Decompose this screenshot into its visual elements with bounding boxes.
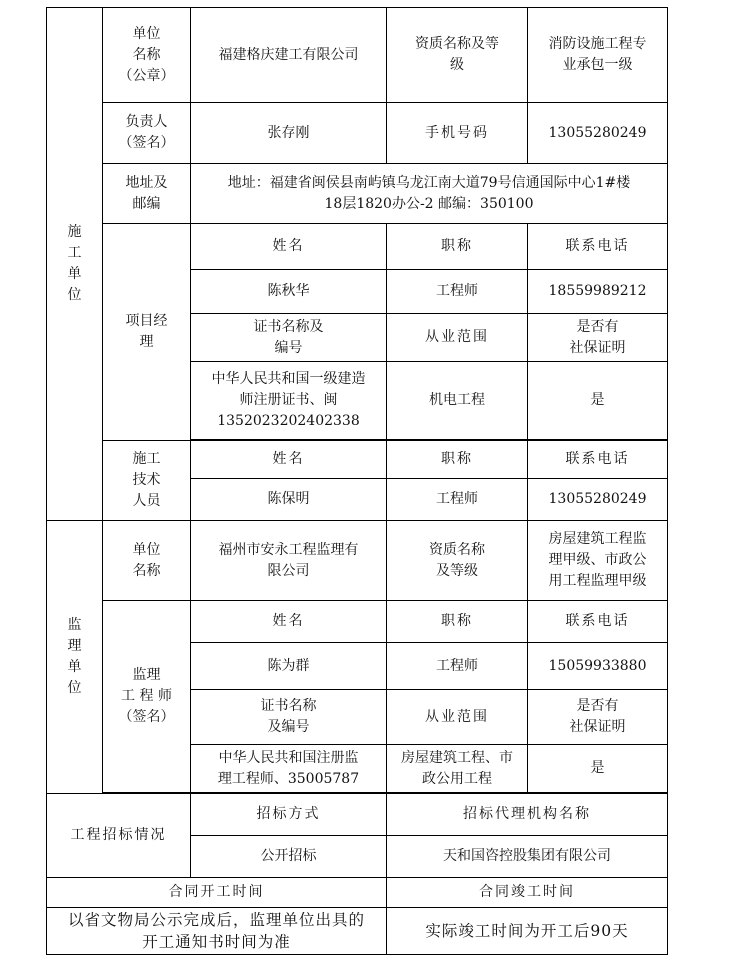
sup-name-header: 姓名 <box>191 601 387 643</box>
construction-address: 地址：福建省闽侯县南屿镇乌龙江南大道79号信通国际中心1#楼 18层1820办公-2 邮编：350100 <box>191 164 668 224</box>
contract-start: 以省文物局公示完成后，监理单位出具的 开工通知书时间为准 <box>47 908 387 955</box>
contract-end: 实际竣工时间为开工后90天 <box>387 908 668 955</box>
pm-contact-header: 联系电话 <box>528 224 668 270</box>
construction-person: 张存刚 <box>191 103 387 164</box>
construction-qualification-label: 资质名称及等 级 <box>387 8 528 103</box>
tech-title: 工程师 <box>387 479 528 521</box>
sup-scope: 房屋建筑工程、市 政公用工程 <box>387 745 528 793</box>
pm-social: 是 <box>528 362 668 440</box>
supervision-section-label: 监 理 单 位 <box>47 521 103 794</box>
contract-end-header: 合同竣工时间 <box>387 878 668 908</box>
construction-person-label: 负责人 （签名） <box>103 103 191 164</box>
supervision-unit-name: 福州市安永工程监理有 限公司 <box>191 521 387 601</box>
project-manager-label: 项目经 理 <box>103 224 191 441</box>
tech-staff-label: 施工 技术 人员 <box>103 441 191 521</box>
sup-name: 陈为群 <box>191 643 387 690</box>
construction-address-label: 地址及 邮编 <box>103 164 191 224</box>
contract-start-header: 合同开工时间 <box>47 878 387 908</box>
pm-title: 工程师 <box>387 270 528 314</box>
sup-scope-header: 从业范围 <box>387 690 528 745</box>
pm-scope-header: 从业范围 <box>387 314 528 362</box>
pm-phone: 18559989212 <box>528 270 668 314</box>
construction-qualification: 消防设施工程专 业承包一级 <box>528 8 668 103</box>
pm-name-header: 姓名 <box>191 224 387 270</box>
supervision-qualification: 房屋建筑工程监 理甲级、市政公 用工程监理甲级 <box>528 521 668 601</box>
tender-agency-header: 招标代理机构名称 <box>387 794 668 836</box>
construction-phone: 13055280249 <box>528 103 668 164</box>
tech-name-header: 姓名 <box>191 441 387 479</box>
pm-title-header: 职称 <box>387 224 528 270</box>
pm-name: 陈秋华 <box>191 270 387 314</box>
tender-method-header: 招标方式 <box>191 794 387 836</box>
pm-cert-header: 证书名称及 编号 <box>191 314 387 362</box>
sup-title: 工程师 <box>387 643 528 690</box>
sup-social: 是 <box>528 745 668 793</box>
sup-contact-header: 联系电话 <box>528 601 668 643</box>
sup-title-header: 职称 <box>387 601 528 643</box>
pm-scope: 机电工程 <box>387 362 528 440</box>
tech-contact-header: 联系电话 <box>528 441 668 479</box>
supervision-unit-name-label: 单位 名称 <box>103 521 191 601</box>
sup-cert-header: 证书名称 及编号 <box>191 690 387 745</box>
tender-agency: 天和国咨控股集团有限公司 <box>387 836 668 878</box>
tender-method: 公开招标 <box>191 836 387 878</box>
construction-unit-name: 福建格庆建工有限公司 <box>191 8 387 103</box>
construction-phone-label: 手机号码 <box>387 103 528 164</box>
sup-social-header: 是否有 社保证明 <box>528 690 668 745</box>
sup-cert: 中华人民共和国注册监 理工程师、35005787 <box>191 745 387 793</box>
tech-title-header: 职称 <box>387 441 528 479</box>
sup-phone: 15059933880 <box>528 643 668 690</box>
pm-social-header: 是否有 社保证明 <box>528 314 668 362</box>
tech-name: 陈保明 <box>191 479 387 521</box>
supervision-qualification-label: 资质名称 及等级 <box>387 521 528 601</box>
construction-section-label: 施 工 单 位 <box>47 8 103 521</box>
project-info-table <box>46 7 668 955</box>
pm-cert: 中华人民共和国一级建造 师注册证书、闽 1352023202402338 <box>191 362 387 440</box>
supervision-engineer-label: 监理 工 程 师 （签名） <box>103 601 191 793</box>
tender-label: 工程招标情况 <box>47 794 191 878</box>
construction-unit-name-label: 单位 名称 （公章） <box>103 8 191 103</box>
tech-phone: 13055280249 <box>528 479 668 521</box>
